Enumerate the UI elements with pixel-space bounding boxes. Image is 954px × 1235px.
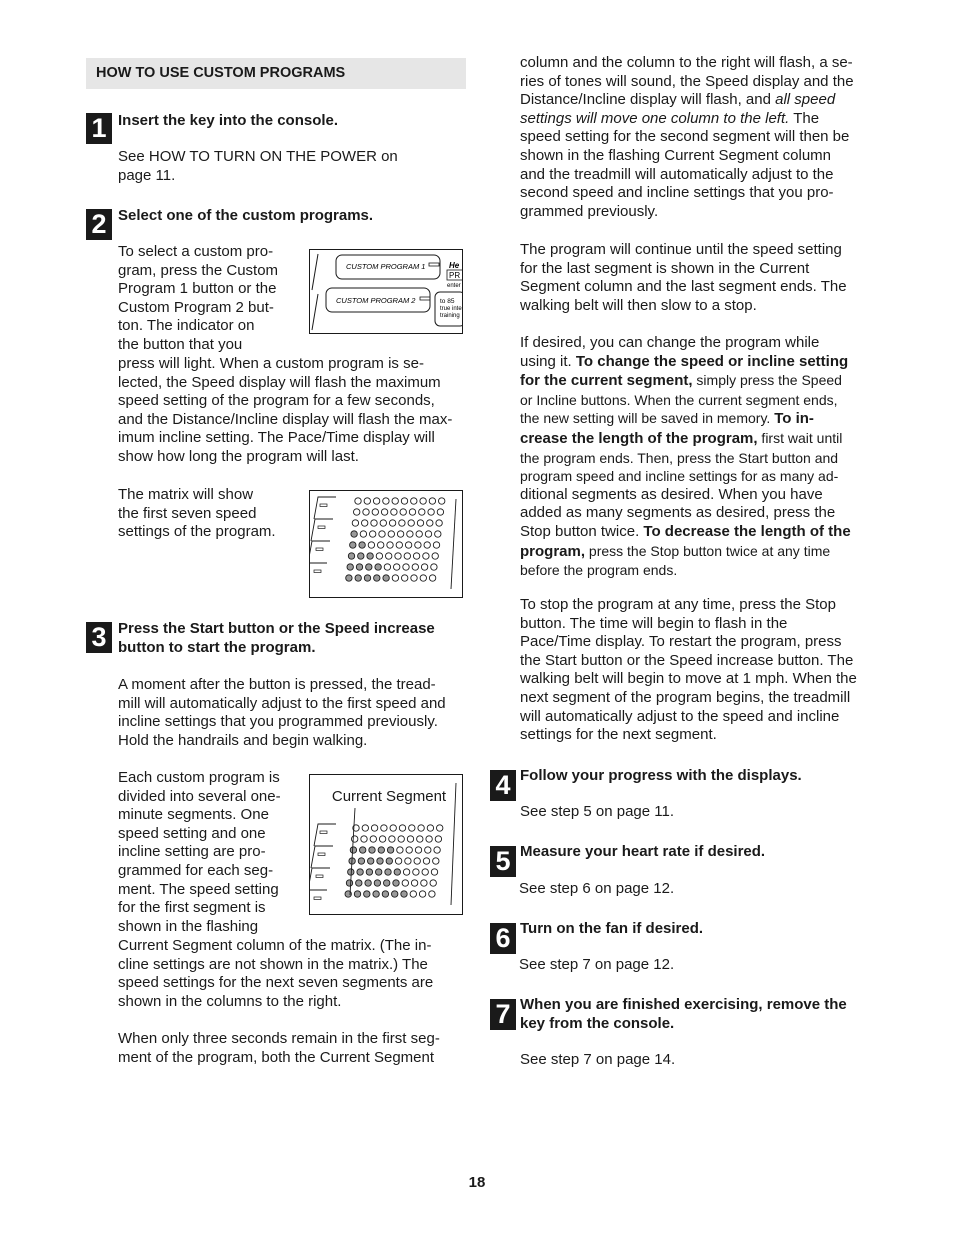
step-3-body-a [118,676,446,750]
step-5-body: See step 6 on page 12. [519,880,675,897]
body-line: column and the column to the right will flash, a se- [520,54,853,71]
body-line: mill will automatically adjust to the first speed and [118,694,446,712]
right-paragraph-4 [520,596,857,745]
body-line: gram, press the Custom [118,261,279,279]
text-run: Distance/Incline display will flash, and [520,91,776,109]
italic-run: settings will move one column to the left. [520,109,790,127]
right-label-d: to 85 [440,298,455,305]
step-2-heading: Select one of the custom programs. [118,207,374,224]
step-1-heading: Insert the key into the console. [118,112,339,129]
heading-line: key from the console. [520,1014,675,1032]
right-paragraph-2 [520,241,847,315]
body-line [520,110,854,129]
text-run: the new setting will be saved in memory. [520,410,775,427]
body-line: the program ends. Then, press the Start button and [520,449,839,466]
text-run: The [789,109,820,127]
body-line [520,353,851,372]
body-line: A moment after the button is pressed, the tread- [118,676,436,693]
step-5-heading: Measure your heart rate if desired. [520,843,766,860]
step-3-body-d [118,1030,440,1067]
step-number-3: 3 [86,622,112,653]
step-2-body-a [118,243,278,355]
right-label-e: true inte [440,306,462,312]
body-line: The program will continue until the speed setting [520,241,842,258]
body-line: lected, the Speed display will flash the maximum [118,373,441,391]
bold-run: To change the speed or incline setting [575,352,849,370]
step-3-heading [118,620,435,657]
body-line: for the first segment is [118,899,266,917]
step-6-body: See step 7 on page 12. [519,956,675,973]
page-number: 18 [468,1174,486,1191]
body-line: ton. The indicator on [118,317,255,335]
step-number-5: 5 [490,846,516,877]
speed-matrix-figure [309,490,463,598]
step-7-heading [520,996,847,1033]
body-line: speed setting for the second segment will then be [520,128,850,146]
body-line: Program 1 button or the [118,280,277,298]
body-line: speed setting of the program for a few seconds, [118,392,435,410]
body-line: imum incline setting. The Pace/Time display will [118,429,435,447]
body-line [520,523,851,542]
body-line: cline settings are not shown in the matrix.) The [118,955,428,973]
step-1-body [118,148,398,185]
body-line: next segment of the program begins, the treadmill [520,688,851,706]
body-line: shown in the flashing [118,917,259,935]
custom-program-buttons-figure [309,249,463,334]
heading-line: When you are finished exercising, remove the [520,996,847,1013]
body-line [520,429,851,449]
text-run: using it. [520,352,576,370]
body-line: To select a custom pro- [118,243,274,260]
body-line: before the program ends. [520,562,678,579]
body-line: ment. The speed setting [118,880,279,898]
body-line: speed settings for the next seven segments are [118,974,434,992]
bold-run: To in- [774,410,814,428]
step-3-body-b [118,769,281,936]
segment-matrix-illustration [310,775,462,914]
step-1-body-line: page 11. [118,166,176,184]
body-line: for the last segment is shown in the Current [520,259,810,277]
right-label-f: training [440,313,460,319]
body-line: program speed and incline settings for as many ad- [520,468,839,485]
bold-run: To decrease the length of the [643,522,851,540]
body-line: will automatically adjust to the speed and incline [520,707,840,725]
body-line: Each custom program is [118,769,280,786]
body-line: grammed previously. [520,202,659,220]
current-segment-label: Current Segment [331,788,447,805]
step-1-body-line: See HOW TO TURN ON THE POWER on [118,148,398,165]
custom-program-1-label: CUSTOM PROGRAM 1 [346,262,426,271]
body-line: settings for the next segment. [520,726,717,744]
section-title: HOW TO USE CUSTOM PROGRAMS [86,58,466,89]
step-number-4: 4 [490,770,516,801]
body-line: incline setting are pro- [118,843,266,861]
step-number-7: 7 [490,999,516,1030]
body-line: Hold the handrails and begin walking. [118,731,368,749]
text-run: first wait until [757,429,843,446]
body-line: or Incline buttons. When the current segment ends, [520,391,838,408]
body-line: incline settings that you programmed previously. [118,713,438,731]
step-number-1: 1 [86,113,112,144]
text-run: Stop button twice. [520,522,644,540]
body-line: shown in the columns to the right. [118,992,342,1010]
body-line: To stop the program at any time, press the Stop [520,596,836,613]
right-paragraph-3 [520,334,851,580]
body-line [520,371,851,391]
body-line: the Start button or the Speed increase button. The [520,651,854,669]
body-line: walking belt will begin to move at 1 mph. When the [520,670,857,688]
body-line: ment of the program, both the Current Segment [118,1048,435,1066]
body-line: the button that you [118,335,243,353]
bold-run: for the current segment, [520,372,693,390]
body-line: Segment column and the last segment ends. The [520,278,847,296]
bold-run: program, [520,542,586,560]
heading-line: button to start the program. [118,638,316,656]
body-line: press will light. When a custom program is se- [118,355,424,372]
step-4-body: See step 5 on page 11. [520,803,675,820]
body-line: ditional segments as desired. When you have [520,485,823,503]
body-line: divided into several one- [118,787,281,805]
body-line: When only three seconds remain in the first seg- [118,1030,440,1047]
body-line: The matrix will show [118,486,254,503]
body-line: the first seven speed [118,504,257,522]
right-label-c: enter [447,283,461,289]
step-2-body-c [118,486,276,542]
text-run: simply press the Speed [692,372,842,389]
body-line [520,409,851,429]
step-3-body-c [118,937,433,1011]
body-line: ries of tones will sound, the Speed display and the [520,72,854,90]
body-line: shown in the flashing Current Segment column [520,146,832,164]
buttons-illustration [310,250,462,333]
body-line: Current Segment column of the matrix. (The in- [118,937,432,954]
body-line: added as many segments as desired, press the [520,504,836,522]
body-line: grammed for each seg- [118,861,274,879]
step-number-6: 6 [490,923,516,954]
current-segment-figure [309,774,463,915]
body-line: Pace/Time display. To restart the program, press [520,633,842,651]
body-line: and the treadmill will automatically adjust to the [520,165,834,183]
text-run: press the Stop button twice at any time [585,542,831,559]
right-label-b: PR [449,271,461,280]
body-line: speed setting and one [118,824,266,842]
body-line: minute segments. One [118,806,269,824]
body-line: Custom Program 2 but- [118,298,274,316]
right-paragraph-1 [520,54,854,221]
body-line: second speed and incline settings that you pro- [520,184,834,202]
right-label-a: He [449,261,460,270]
step-6-heading: Turn on the fan if desired. [520,920,704,937]
heading-line: Press the Start button or the Speed increase [118,620,435,637]
step-2-body-b [118,355,452,467]
custom-program-2-label: CUSTOM PROGRAM 2 [336,296,416,305]
body-line: settings of the program. [118,523,276,541]
body-line: button. The time will begin to flash in the [520,614,788,632]
body-line: walking belt will then slow to a stop. [520,296,757,314]
bold-run: crease the length of the program, [520,429,758,447]
body-line [520,542,851,562]
step-4-heading: Follow your progress with the displays. [520,767,802,784]
body-line: and the Distance/Incline display will flash the max- [118,410,453,428]
step-number-2: 2 [86,209,112,240]
italic-run: all speed [775,91,836,109]
body-line: show how long the program will last. [118,447,359,465]
matrix-illustration [310,491,462,597]
body-line: If desired, you can change the program while [520,334,820,351]
step-7-body: See step 7 on page 14. [520,1051,676,1068]
body-line [520,91,854,110]
